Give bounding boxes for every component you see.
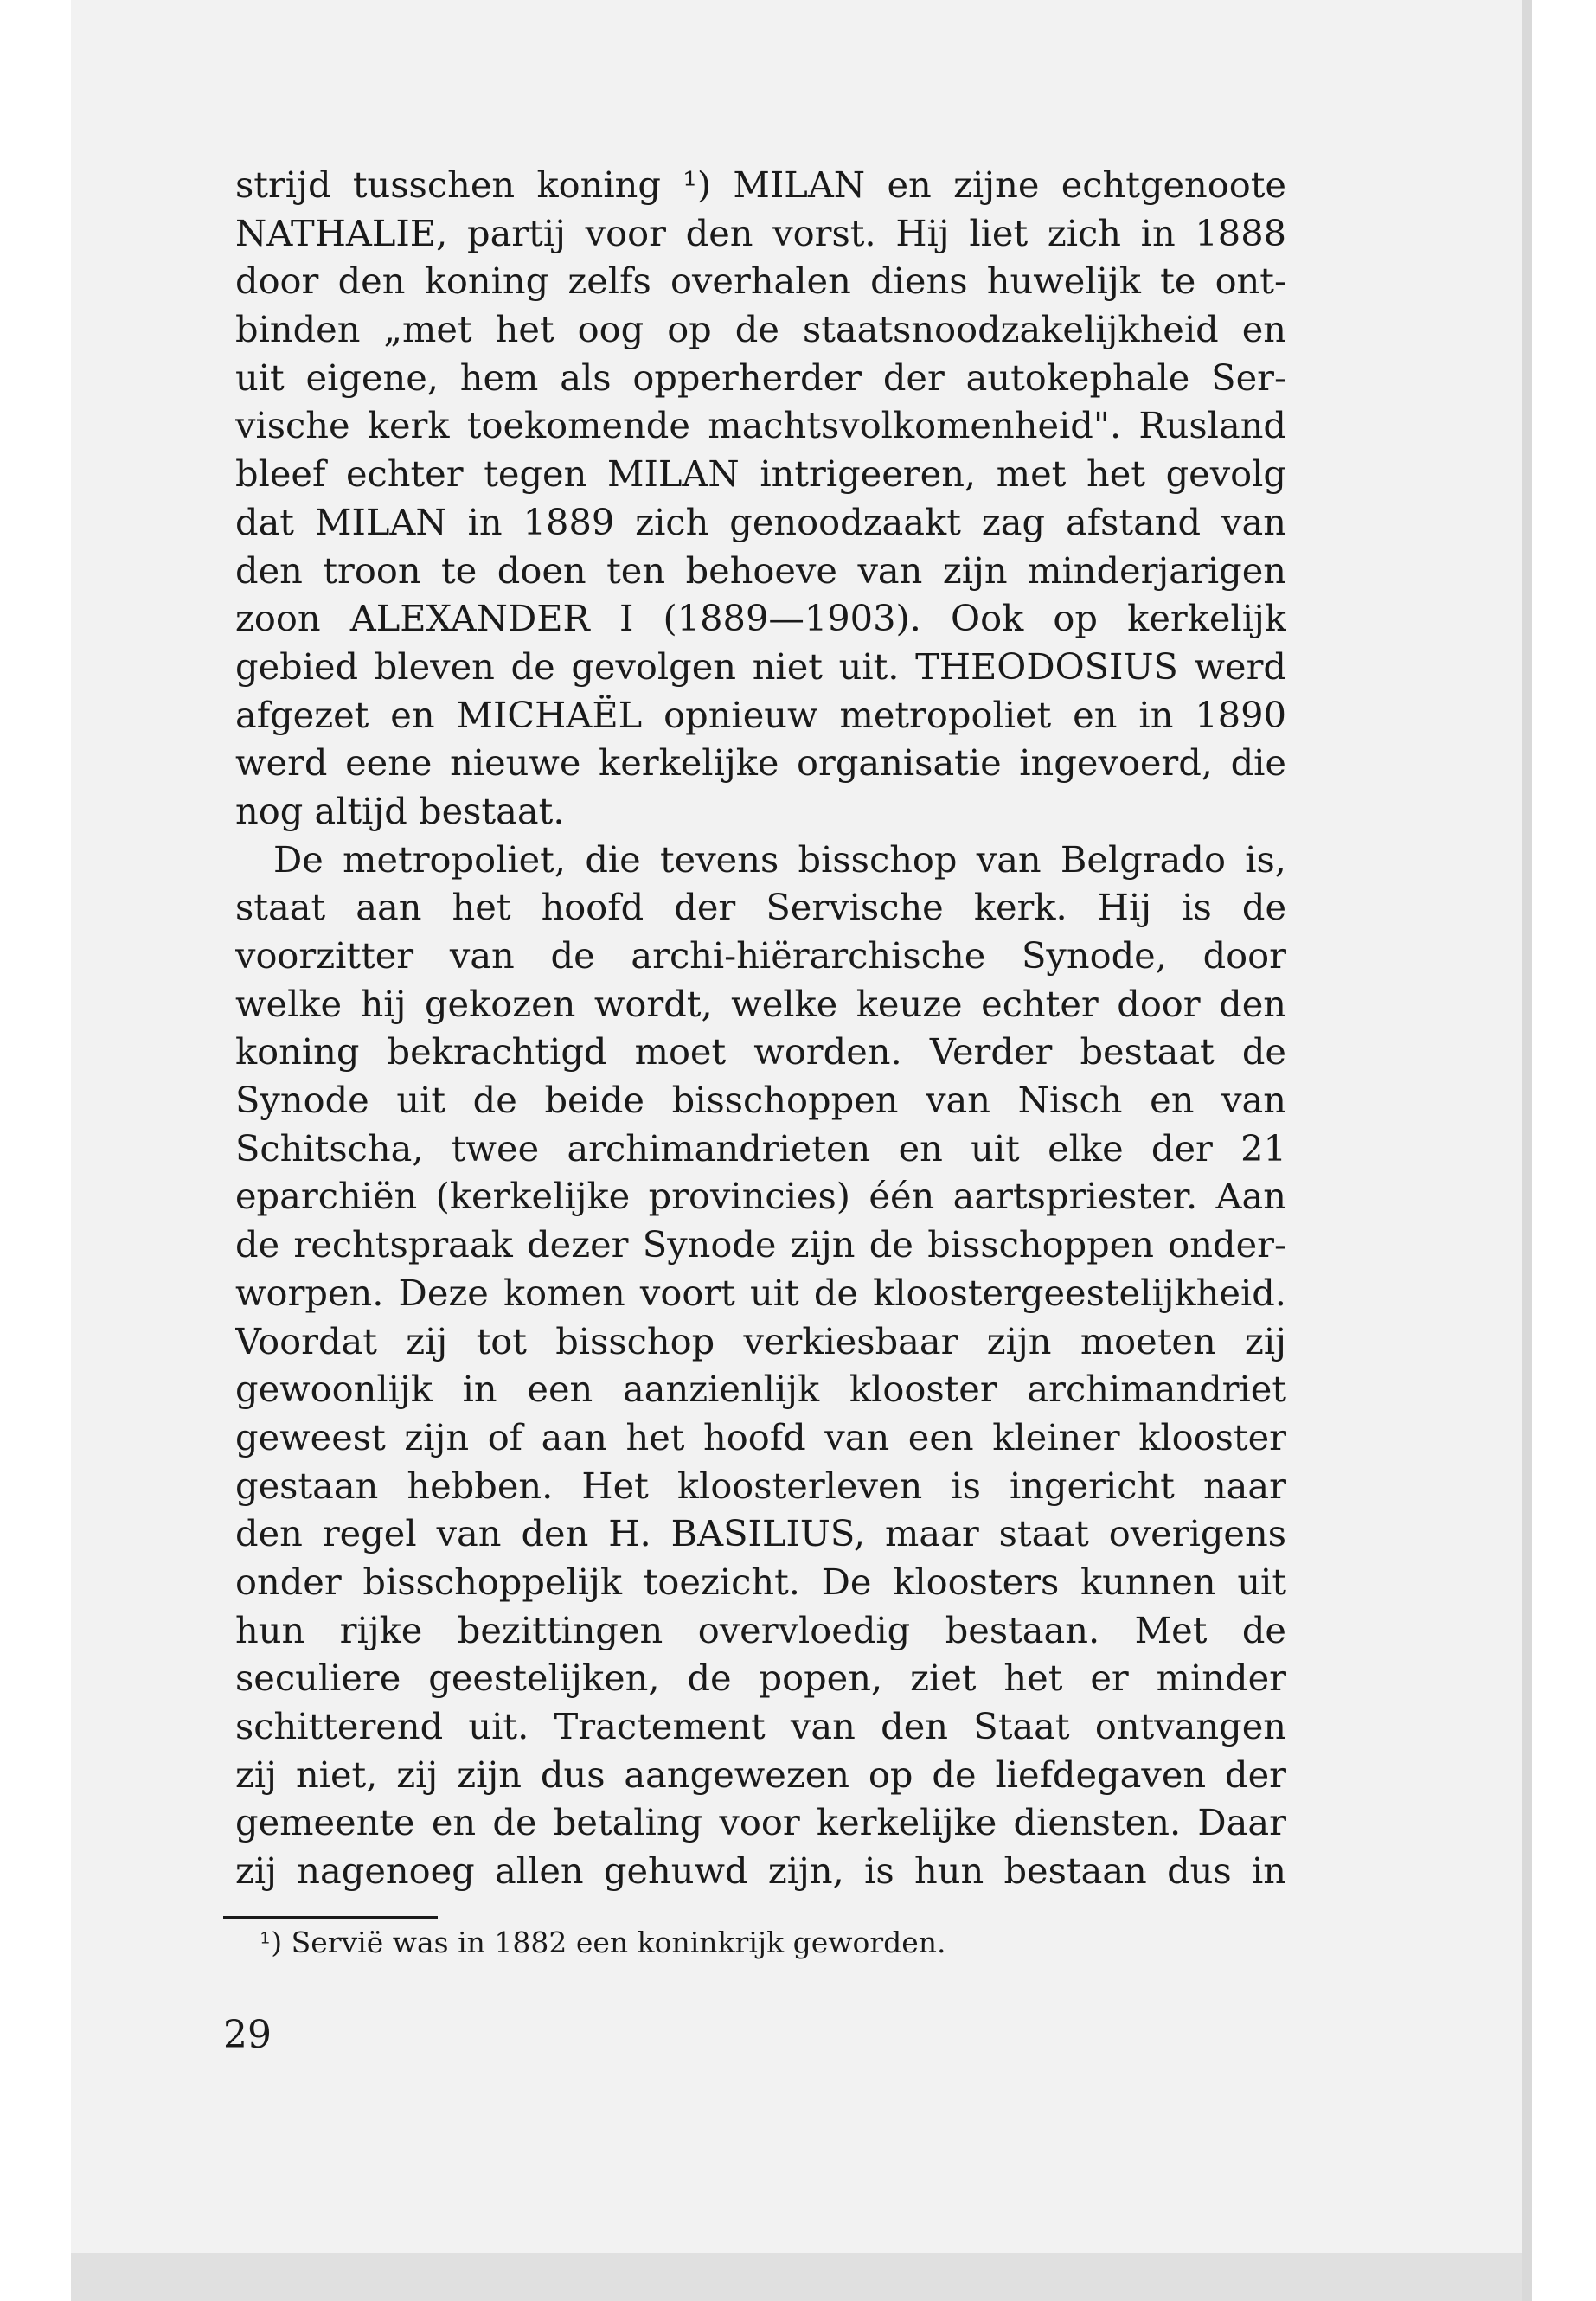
text-line: worpen. Deze komen voort uit de kloostergeestelijkheid.	[235, 1271, 1286, 1314]
text-line: zij niet, zij zijn dus aangewezen op de liefdegaven der	[235, 1753, 1286, 1796]
text-line: gemeente en de betaling voor kerkelijke diensten. Daar	[235, 1801, 1286, 1844]
text-line: nog altijd bestaat.	[235, 789, 565, 832]
text-line: gebied bleven de gevolgen niet uit. THEODOSIUS werd	[235, 644, 1286, 688]
text-line: seculiere geestelijken, de popen, ziet het er minder	[235, 1657, 1286, 1700]
text-line: afgezet en MICHAËL opnieuw metropoliet en in 1890	[235, 693, 1286, 736]
text-line: geweest zijn of aan het hoofd van een kleiner klooster	[235, 1415, 1286, 1458]
text-line: Schitscha, twee archimandrieten en uit elke der 21	[235, 1126, 1286, 1170]
page-number: 29	[223, 2013, 272, 2057]
page-bottom-margin	[71, 2253, 1522, 2301]
footnote: ¹) Servië was in 1882 een koninkrijk geworden.	[260, 1926, 946, 1959]
page-edge	[1522, 0, 1532, 2301]
text-line: De metropoliet, die tevens bisschop van Belgrado is,	[273, 837, 1286, 881]
text-line: zij nagenoeg allen gehuwd zijn, is hun bestaan dus in	[235, 1849, 1286, 1893]
text-line: schitterend uit. Tractement van den Staat ontvangen	[235, 1705, 1286, 1747]
text-line: zoon ALEXANDER I (1889—1903). Ook op kerkelijk	[235, 597, 1286, 640]
text-line: binden „met het oog op de staatsnoodzakelijkheid en	[235, 308, 1286, 351]
text-line: Voordat zij tot bisschop verkiesbaar zijn moeten zij	[235, 1319, 1286, 1362]
text-line: welke hij gekozen wordt, welke keuze echter door den	[235, 982, 1286, 1025]
text-line: vische kerk toekomende machtsvolkomenheid". Rusland	[235, 404, 1286, 447]
text-line: gewoonlijk in een aanzienlijk klooster archimandriet	[235, 1368, 1286, 1411]
text-line: uit eigene, hem als opperherder der autokephale Ser-	[235, 356, 1286, 399]
text-line: onder bisschoppelijk toezicht. De kloosters kunnen uit	[235, 1560, 1286, 1603]
text-line: de rechtspraak dezer Synode zijn de bisschoppen onder-	[235, 1223, 1286, 1266]
text-line: Synode uit de beide bisschoppen van Nisch en van	[235, 1079, 1286, 1122]
text-line: voorzitter van de archi-hiërarchische Synode, door	[235, 934, 1286, 977]
text-line: werd eene nieuwe kerkelijke organisatie ingevoerd, die	[235, 741, 1286, 785]
text-line: strijd tusschen koning ¹) MILAN en zijne echtgenoote	[235, 163, 1286, 206]
footnote-rule	[223, 1916, 438, 1919]
text-line: bleef echter tegen MILAN intrigeeren, met het gevolg	[235, 452, 1286, 496]
text-line: door den koning zelfs overhalen diens huwelijk te ont-	[235, 260, 1286, 303]
text-line: den regel van den H. BASILIUS, maar staat overigens	[235, 1512, 1286, 1555]
text-line: hun rijke bezittingen overvloedig bestaan. Met de	[235, 1608, 1286, 1651]
text-line: NATHALIE, partij voor den vorst. Hij liet zich in 1888	[235, 211, 1286, 254]
text-line: dat MILAN in 1889 zich genoodzaakt zag afstand van	[235, 500, 1286, 543]
text-line: gestaan hebben. Het kloosterleven is ingericht naar	[235, 1464, 1286, 1507]
text-line: koning bekrachtigd moet worden. Verder bestaat de	[235, 1030, 1286, 1074]
body-text	[235, 161, 1286, 1895]
text-line: den troon te doen ten behoeve van zijn minderjarigen	[235, 548, 1286, 592]
text-line: staat aan het hoofd der Servische kerk. Hij is de	[235, 886, 1286, 929]
text-line: eparchiën (kerkelijke provincies) één aartspriester. Aan	[235, 1175, 1286, 1218]
